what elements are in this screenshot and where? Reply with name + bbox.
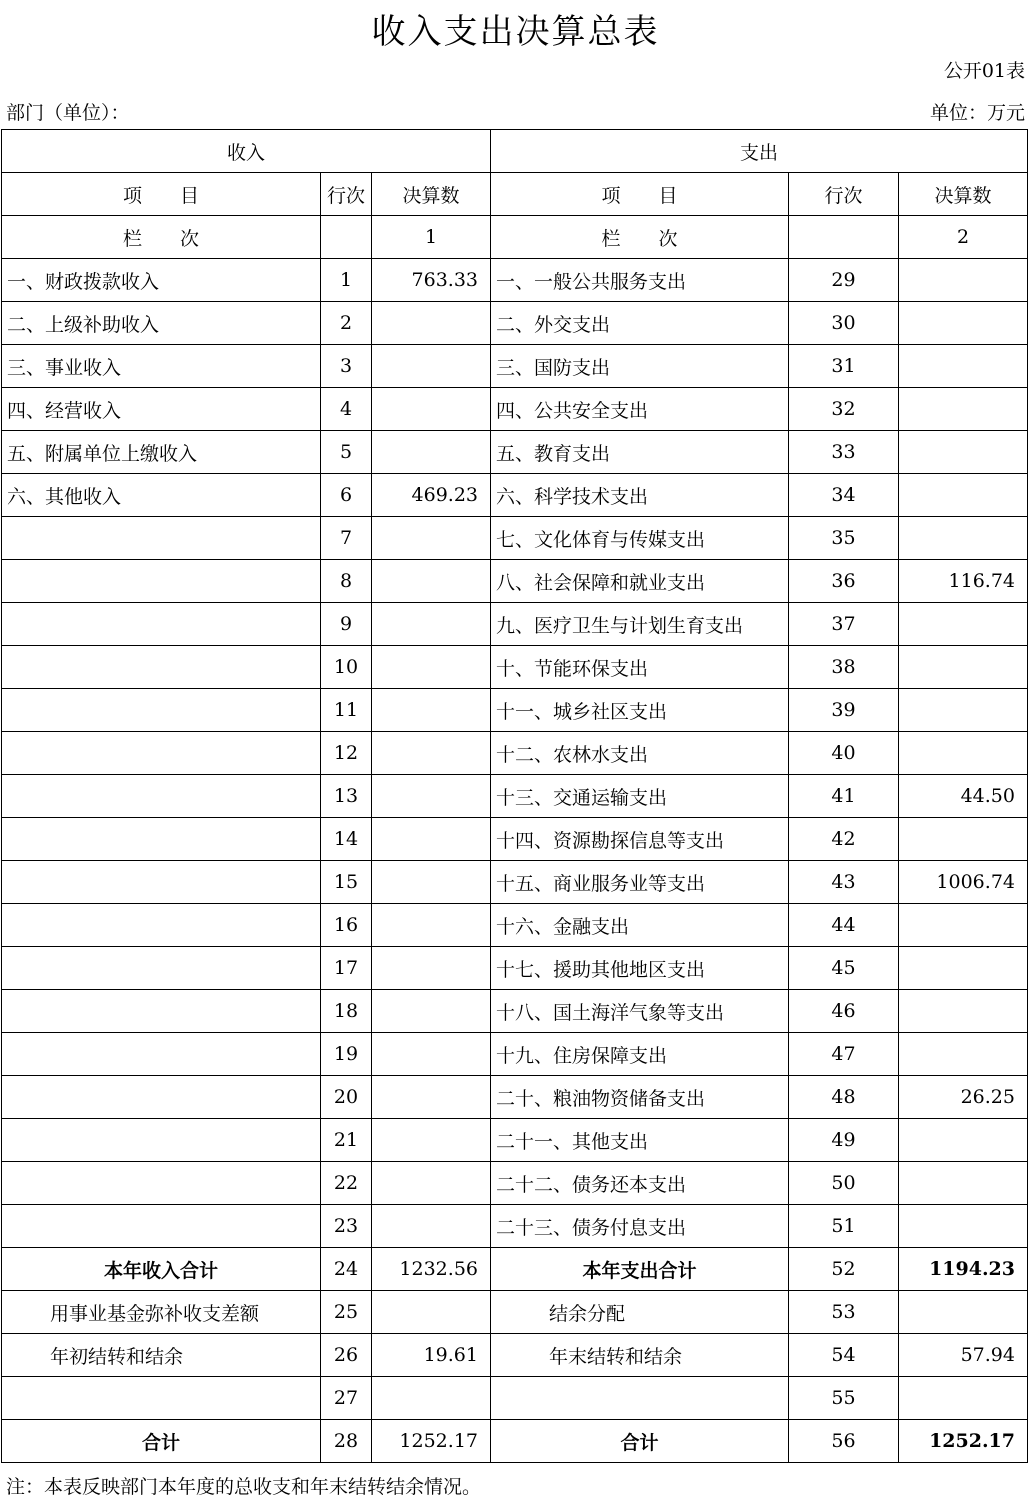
expense-amount xyxy=(899,431,1028,473)
income-item: 五、附属单位上缴收入 xyxy=(2,431,321,473)
income-item xyxy=(2,990,321,1032)
expense-summary-amount xyxy=(899,1377,1028,1419)
table-row xyxy=(2,904,1028,947)
income-line-blank xyxy=(321,216,372,258)
income-line-no: 2 xyxy=(321,302,372,344)
income-summary-item: 本年收入合计 xyxy=(2,1248,321,1290)
income-amount xyxy=(372,1033,491,1075)
income-line-no: 19 xyxy=(321,1033,372,1075)
expense-amount: 44.50 xyxy=(899,775,1028,817)
expense-summary-line-no: 52 xyxy=(789,1248,899,1290)
income-item xyxy=(2,818,321,860)
expense-item: 十、节能环保支出 xyxy=(491,646,789,688)
income-item: 六、其他收入 xyxy=(2,474,321,516)
summary-row xyxy=(2,1377,1028,1420)
income-line-no: 14 xyxy=(321,818,372,860)
expense-line-no: 29 xyxy=(789,259,899,301)
expense-amount: 26.25 xyxy=(899,1076,1028,1118)
expense-column-number: 2 xyxy=(899,216,1028,258)
income-item xyxy=(2,947,321,989)
income-amount xyxy=(372,861,491,903)
page-title: 收入支出决算总表 xyxy=(371,12,660,52)
income-amount: 763.33 xyxy=(372,259,491,301)
expense-summary-line-no: 55 xyxy=(789,1377,899,1419)
expense-line-no: 46 xyxy=(789,990,899,1032)
income-item xyxy=(2,732,321,774)
expense-item: 六、科学技术支出 xyxy=(491,474,789,516)
table-row xyxy=(2,947,1028,990)
summary-row xyxy=(2,1248,1028,1291)
income-summary-line-no: 27 xyxy=(321,1377,372,1419)
expense-amount xyxy=(899,990,1028,1032)
table-row xyxy=(2,302,1028,345)
income-line-no: 8 xyxy=(321,560,372,602)
table-row xyxy=(2,603,1028,646)
income-column-label: 栏 次 xyxy=(2,216,321,258)
expense-line-no: 39 xyxy=(789,689,899,731)
expense-item: 二十二、债务还本支出 xyxy=(491,1162,789,1204)
income-summary-item: 年初结转和结余 xyxy=(2,1334,321,1376)
income-amount xyxy=(372,1205,491,1247)
table-row xyxy=(2,388,1028,431)
expense-amount xyxy=(899,1162,1028,1204)
summary-row xyxy=(2,1291,1028,1334)
expense-item: 十四、资源勘探信息等支出 xyxy=(491,818,789,860)
expense-amount xyxy=(899,302,1028,344)
unit-label: 单位：万元 xyxy=(929,102,1025,124)
expense-summary-amount: 1194.23 xyxy=(899,1248,1028,1290)
income-amount xyxy=(372,1119,491,1161)
department-label: 部门（单位）： xyxy=(6,102,130,124)
income-item xyxy=(2,1205,321,1247)
income-item xyxy=(2,1119,321,1161)
expense-amount xyxy=(899,904,1028,946)
income-item: 三、事业收入 xyxy=(2,345,321,387)
expense-amount xyxy=(899,818,1028,860)
expense-line-no: 50 xyxy=(789,1162,899,1204)
summary-row xyxy=(2,1420,1028,1463)
expense-item: 十二、农林水支出 xyxy=(491,732,789,774)
expense-item: 十六、金融支出 xyxy=(491,904,789,946)
table-row xyxy=(2,1076,1028,1119)
income-item xyxy=(2,560,321,602)
expense-line-no: 48 xyxy=(789,1076,899,1118)
income-item: 四、经营收入 xyxy=(2,388,321,430)
expense-column-label: 栏 次 xyxy=(491,216,789,258)
table-row xyxy=(2,818,1028,861)
expense-item: 一、一般公共服务支出 xyxy=(491,259,789,301)
table-row xyxy=(2,1205,1028,1248)
expense-line-no: 32 xyxy=(789,388,899,430)
table-row xyxy=(2,732,1028,775)
table-row xyxy=(2,689,1028,732)
income-line-no: 1 xyxy=(321,259,372,301)
table-row xyxy=(2,259,1028,302)
income-amount xyxy=(372,345,491,387)
expense-item: 八、社会保障和就业支出 xyxy=(491,560,789,602)
expense-amount xyxy=(899,259,1028,301)
income-item xyxy=(2,1162,321,1204)
table-row xyxy=(2,517,1028,560)
income-amount xyxy=(372,818,491,860)
income-line-no: 18 xyxy=(321,990,372,1032)
expense-summary-item: 合计 xyxy=(491,1420,789,1462)
income-amount: 469.23 xyxy=(372,474,491,516)
table-row xyxy=(2,646,1028,689)
expense-item: 十七、援助其他地区支出 xyxy=(491,947,789,989)
income-line-no: 20 xyxy=(321,1076,372,1118)
expense-summary-amount: 1252.17 xyxy=(899,1420,1028,1462)
income-line-no: 6 xyxy=(321,474,372,516)
expense-line-no: 34 xyxy=(789,474,899,516)
expense-item: 二十三、债务付息支出 xyxy=(491,1205,789,1247)
income-summary-amount: 19.61 xyxy=(372,1334,491,1376)
expense-item: 十三、交通运输支出 xyxy=(491,775,789,817)
income-summary-amount xyxy=(372,1377,491,1419)
footnote: 注：本表反映部门本年度的总收支和年末结转结余情况。 xyxy=(6,1476,482,1498)
expense-line-no: 47 xyxy=(789,1033,899,1075)
expense-amount-header: 决算数 xyxy=(899,173,1028,215)
income-item xyxy=(2,603,321,645)
expense-summary-line-no: 54 xyxy=(789,1334,899,1376)
expense-item: 三、国防支出 xyxy=(491,345,789,387)
expense-amount xyxy=(899,689,1028,731)
income-summary-amount: 1232.56 xyxy=(372,1248,491,1290)
table-section-header xyxy=(2,130,1028,173)
income-amount xyxy=(372,388,491,430)
expense-amount xyxy=(899,1205,1028,1247)
summary-row xyxy=(2,1334,1028,1377)
income-summary-amount: 1252.17 xyxy=(372,1420,491,1462)
income-item xyxy=(2,517,321,559)
expense-summary-item: 结余分配 xyxy=(491,1291,789,1333)
income-item-header: 项 目 xyxy=(2,173,321,215)
expense-item: 七、文化体育与传媒支出 xyxy=(491,517,789,559)
income-item: 一、财政拨款收入 xyxy=(2,259,321,301)
table-row xyxy=(2,990,1028,1033)
income-line-no: 3 xyxy=(321,345,372,387)
income-amount xyxy=(372,517,491,559)
income-amount xyxy=(372,904,491,946)
income-line-no: 13 xyxy=(321,775,372,817)
table-row xyxy=(2,431,1028,474)
table-row xyxy=(2,345,1028,388)
table-body xyxy=(2,259,1028,1248)
income-summary-line-no: 26 xyxy=(321,1334,372,1376)
income-line-no: 22 xyxy=(321,1162,372,1204)
income-line-no: 7 xyxy=(321,517,372,559)
expense-summary-item: 本年支出合计 xyxy=(491,1248,789,1290)
expense-item: 五、教育支出 xyxy=(491,431,789,473)
expense-amount xyxy=(899,732,1028,774)
expense-line-no: 44 xyxy=(789,904,899,946)
expense-item: 四、公共安全支出 xyxy=(491,388,789,430)
income-line-no: 12 xyxy=(321,732,372,774)
expense-item: 十五、商业服务业等支出 xyxy=(491,861,789,903)
expense-summary-item xyxy=(491,1377,789,1419)
expense-line-no: 51 xyxy=(789,1205,899,1247)
expense-line-no: 41 xyxy=(789,775,899,817)
table-row xyxy=(2,1033,1028,1076)
income-summary-line-no: 25 xyxy=(321,1291,372,1333)
expense-amount xyxy=(899,345,1028,387)
income-line-header: 行次 xyxy=(321,173,372,215)
income-item xyxy=(2,861,321,903)
table-row xyxy=(2,474,1028,517)
expense-item: 十八、国土海洋气象等支出 xyxy=(491,990,789,1032)
expense-item-header: 项 目 xyxy=(491,173,789,215)
expense-amount xyxy=(899,474,1028,516)
income-amount xyxy=(372,689,491,731)
income-amount xyxy=(372,732,491,774)
expense-amount xyxy=(899,388,1028,430)
expense-item: 二十一、其他支出 xyxy=(491,1119,789,1161)
expense-amount: 1006.74 xyxy=(899,861,1028,903)
income-amount xyxy=(372,775,491,817)
income-amount xyxy=(372,302,491,344)
expense-summary-amount xyxy=(899,1291,1028,1333)
income-item xyxy=(2,689,321,731)
table-row xyxy=(2,775,1028,818)
income-item: 二、上级补助收入 xyxy=(2,302,321,344)
income-line-no: 9 xyxy=(321,603,372,645)
table-row xyxy=(2,861,1028,904)
income-line-no: 23 xyxy=(321,1205,372,1247)
income-summary-item xyxy=(2,1377,321,1419)
expense-item: 二十、粮油物资储备支出 xyxy=(491,1076,789,1118)
income-summary-line-no: 28 xyxy=(321,1420,372,1462)
table-row xyxy=(2,1119,1028,1162)
income-line-no: 4 xyxy=(321,388,372,430)
expense-line-no: 42 xyxy=(789,818,899,860)
expense-line-no: 30 xyxy=(789,302,899,344)
expense-item: 十一、城乡社区支出 xyxy=(491,689,789,731)
table-summary xyxy=(2,1248,1028,1463)
income-item xyxy=(2,1076,321,1118)
table-row xyxy=(2,1162,1028,1205)
expense-line-no: 38 xyxy=(789,646,899,688)
expense-header: 支出 xyxy=(491,130,1028,172)
income-amount xyxy=(372,1076,491,1118)
expense-amount xyxy=(899,947,1028,989)
income-summary-line-no: 24 xyxy=(321,1248,372,1290)
table-row xyxy=(2,560,1028,603)
income-line-no: 16 xyxy=(321,904,372,946)
expense-line-no: 36 xyxy=(789,560,899,602)
income-line-no: 15 xyxy=(321,861,372,903)
expense-summary-line-no: 53 xyxy=(789,1291,899,1333)
income-line-no: 5 xyxy=(321,431,372,473)
income-amount-header: 决算数 xyxy=(372,173,491,215)
income-summary-item: 用事业基金弥补收支差额 xyxy=(2,1291,321,1333)
income-item xyxy=(2,775,321,817)
expense-summary-line-no: 56 xyxy=(789,1420,899,1462)
table-column-index xyxy=(2,216,1028,259)
budget-table xyxy=(1,129,1028,1463)
income-amount xyxy=(372,431,491,473)
expense-line-no: 35 xyxy=(789,517,899,559)
expense-summary-amount: 57.94 xyxy=(899,1334,1028,1376)
income-amount xyxy=(372,646,491,688)
income-summary-amount xyxy=(372,1291,491,1333)
income-amount xyxy=(372,990,491,1032)
expense-item: 二、外交支出 xyxy=(491,302,789,344)
expense-item: 九、医疗卫生与计划生育支出 xyxy=(491,603,789,645)
table-column-header xyxy=(2,173,1028,216)
expense-line-blank xyxy=(789,216,899,258)
expense-line-no: 49 xyxy=(789,1119,899,1161)
income-column-number: 1 xyxy=(372,216,491,258)
income-line-no: 10 xyxy=(321,646,372,688)
expense-line-header: 行次 xyxy=(789,173,899,215)
expense-amount xyxy=(899,1033,1028,1075)
expense-summary-item: 年末结转和结余 xyxy=(491,1334,789,1376)
expense-line-no: 45 xyxy=(789,947,899,989)
income-amount xyxy=(372,560,491,602)
expense-line-no: 43 xyxy=(789,861,899,903)
income-item xyxy=(2,646,321,688)
expense-line-no: 37 xyxy=(789,603,899,645)
expense-amount xyxy=(899,646,1028,688)
income-header: 收入 xyxy=(2,130,491,172)
income-item xyxy=(2,1033,321,1075)
table-id: 公开01表 xyxy=(943,60,1025,82)
income-summary-item: 合计 xyxy=(2,1420,321,1462)
income-line-no: 21 xyxy=(321,1119,372,1161)
income-amount xyxy=(372,947,491,989)
income-amount xyxy=(372,603,491,645)
expense-amount xyxy=(899,517,1028,559)
expense-amount xyxy=(899,1119,1028,1161)
expense-amount: 116.74 xyxy=(899,560,1028,602)
income-amount xyxy=(372,1162,491,1204)
expense-line-no: 40 xyxy=(789,732,899,774)
income-line-no: 17 xyxy=(321,947,372,989)
income-line-no: 11 xyxy=(321,689,372,731)
income-item xyxy=(2,904,321,946)
expense-amount xyxy=(899,603,1028,645)
expense-line-no: 31 xyxy=(789,345,899,387)
expense-line-no: 33 xyxy=(789,431,899,473)
expense-item: 十九、住房保障支出 xyxy=(491,1033,789,1075)
